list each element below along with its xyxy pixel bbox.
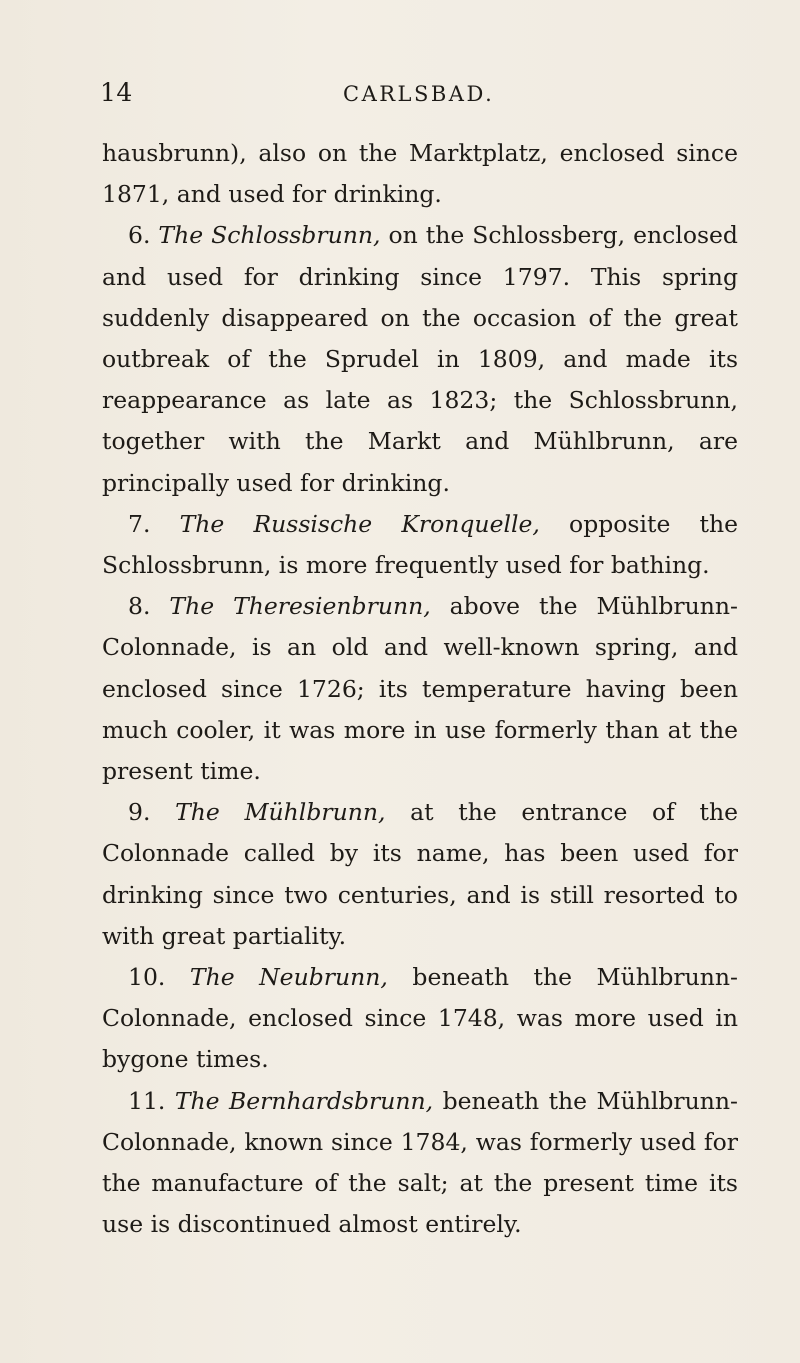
paragraph-text: above the Mühlbrunn-Colonnade, is an old and well-known spring, and enclosed since 1726; its temperature having been much cooler, it was more in use formerly than at the present time. [102, 592, 738, 786]
page-header [100, 78, 700, 118]
paragraph-text: at the entrance of the Colonnade called by its name, has been used for drinking since two centuries, and is still resorted to with great partiality. [102, 798, 739, 950]
spring-name: The Neubrunn, [189, 963, 388, 992]
page-number: 14 [100, 78, 133, 107]
body-text [102, 133, 738, 1245]
paragraph-item-7 [102, 504, 738, 586]
paragraph-text: on the Schlossberg, enclosed and used for drinking since 1797. This spring suddenly disappeared on the occasion of the great outbreak of the Sprudel in 1809, and made its reappearance as late as 1823; the Schlossbrunn, together with the Markt and Mühlbrunn, are principally used for drinking. [102, 221, 738, 497]
paragraph-item-9 [102, 792, 738, 957]
spring-name: The Schlossbrunn, [158, 221, 381, 250]
paragraph-item-8 [102, 586, 738, 792]
item-number: 6. [128, 221, 151, 250]
paragraph-text: opposite the Schlossbrunn, is more frequently used for bathing. [102, 509, 738, 580]
item-number: 7. [128, 509, 151, 538]
item-number: 8. [128, 592, 151, 621]
paragraph-continuation [102, 133, 738, 215]
paragraph-text: beneath the Mühlbrunn-Colonnade, enclosed since 1748, was more used in bygone times. [102, 963, 738, 1074]
item-number: 9. [128, 798, 151, 827]
paragraph-text: beneath the Mühlbrunn-Colonnade, known since 1784, was formerly used for the manufacture of the salt; at the present time its use is discontinued almost entirely. [102, 1086, 738, 1239]
running-head: CARLSBAD. [343, 82, 495, 106]
paragraph-item-10 [102, 957, 738, 1081]
item-number: 10. [128, 963, 166, 992]
paragraph-text: hausbrunn), also on the Marktplatz, enclosed since 1871, and used for drinking. [102, 139, 738, 209]
spring-name: The Russische Kronquelle, [179, 509, 540, 538]
paragraph-item-6 [102, 215, 738, 503]
item-number: 11. [128, 1086, 166, 1115]
spring-name: The Theresienbrunn, [169, 592, 431, 621]
spring-name: The Bernhardsbrunn, [174, 1086, 434, 1115]
paragraph-item-11 [102, 1081, 738, 1246]
spring-name: The Mühlbrunn, [175, 798, 386, 827]
